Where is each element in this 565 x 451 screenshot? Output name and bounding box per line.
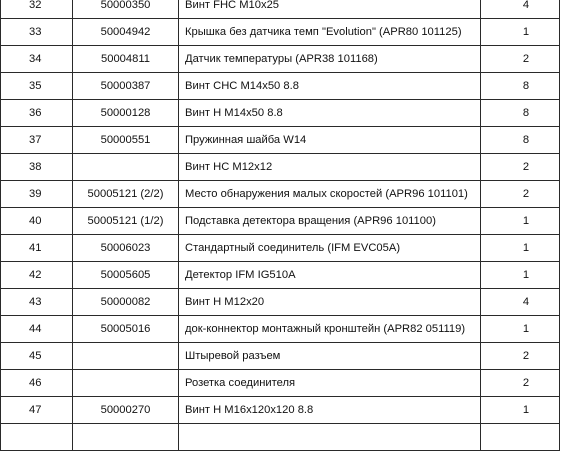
description-cell: Детектор IFM IG510A [179,262,481,289]
part-number-cell: 50000270 [73,397,179,424]
position-cell: 35 [1,73,73,100]
table-row [1,46,560,73]
part-number-cell: 50005605 [73,262,179,289]
table-row [1,316,560,343]
table-row [1,208,560,235]
part-number-cell: 50005121 (1/2) [73,208,179,235]
part-number-cell: 50005121 (2/2) [73,181,179,208]
quantity-cell: 4 [481,0,560,19]
position-cell: 36 [1,100,73,127]
description-cell: Пружинная шайба W14 [179,127,481,154]
table-row [1,154,560,181]
table-row [1,0,560,19]
position-cell: 44 [1,316,73,343]
quantity-cell: 2 [481,154,560,181]
table-row [1,397,560,424]
position-cell: 34 [1,46,73,73]
description-cell: Подставка детектора вращения (APR96 101100) [179,208,481,235]
part-number-cell [73,370,179,397]
position-cell: 37 [1,127,73,154]
description-cell: Крышка без датчика темп "Evolution" (APR80 101125) [179,19,481,46]
table-row [1,343,560,370]
table-row [1,181,560,208]
position-cell: 39 [1,181,73,208]
position-cell: 46 [1,370,73,397]
description-cell: Место обнаружения малых скоростей (APR96 101101) [179,181,481,208]
description-cell: Розетка соединителя [179,370,481,397]
description-cell: Винт H M14x50 8.8 [179,100,481,127]
quantity-cell: 2 [481,181,560,208]
part-number-cell: 50004811 [73,46,179,73]
position-cell: 45 [1,343,73,370]
description-cell: Штыревой разъем [179,343,481,370]
description-cell: Датчик температуры (APR38 101168) [179,46,481,73]
part-number-cell: 50000128 [73,100,179,127]
quantity-cell: 4 [481,289,560,316]
table-row [1,424,560,451]
part-number-cell [73,154,179,181]
quantity-cell [481,424,560,451]
part-number-cell: 50000387 [73,73,179,100]
position-cell: 33 [1,19,73,46]
description-cell: Винт H M12x20 [179,289,481,316]
quantity-cell: 2 [481,343,560,370]
quantity-cell: 8 [481,127,560,154]
description-cell: Винт HC M12x12 [179,154,481,181]
position-cell: 41 [1,235,73,262]
table-row [1,262,560,289]
table-row [1,73,560,100]
quantity-cell: 8 [481,100,560,127]
description-cell [179,424,481,451]
quantity-cell: 1 [481,19,560,46]
quantity-cell: 8 [481,73,560,100]
table-row [1,127,560,154]
part-number-cell [73,343,179,370]
table-row [1,289,560,316]
quantity-cell: 1 [481,208,560,235]
parts-table-body [1,0,560,451]
part-number-cell: 50000082 [73,289,179,316]
description-cell: Винт FHC M10x25 [179,0,481,19]
position-cell: 47 [1,397,73,424]
description-cell: Винт CHC M14x50 8.8 [179,73,481,100]
position-cell: 32 [1,0,73,19]
position-cell: 40 [1,208,73,235]
quantity-cell: 1 [481,262,560,289]
position-cell [1,424,73,451]
table-row [1,100,560,127]
description-cell: Стандартный соединитель (IFM EVC05A) [179,235,481,262]
description-cell: Винт H M16x120x120 8.8 [179,397,481,424]
part-number-cell: 50000350 [73,0,179,19]
quantity-cell: 1 [481,316,560,343]
position-cell: 43 [1,289,73,316]
part-number-cell [73,424,179,451]
quantity-cell: 1 [481,397,560,424]
quantity-cell: 2 [481,46,560,73]
position-cell: 42 [1,262,73,289]
part-number-cell: 50004942 [73,19,179,46]
quantity-cell: 1 [481,235,560,262]
part-number-cell: 50005016 [73,316,179,343]
part-number-cell: 50000551 [73,127,179,154]
position-cell: 38 [1,154,73,181]
table-row [1,19,560,46]
description-cell: док-коннектор монтажный кронштейн (APR82 051119) [179,316,481,343]
quantity-cell: 2 [481,370,560,397]
part-number-cell: 50006023 [73,235,179,262]
table-row [1,235,560,262]
table-row [1,370,560,397]
